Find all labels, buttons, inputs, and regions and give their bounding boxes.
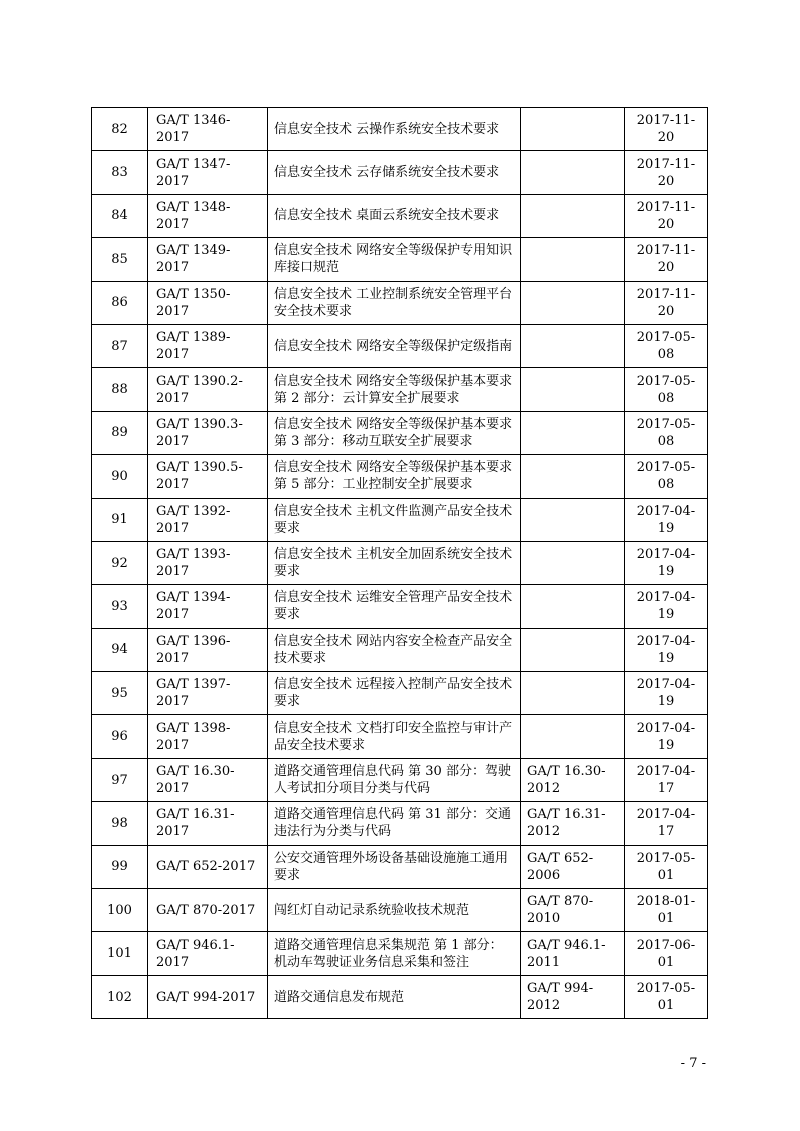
row-number: 95 [92,672,148,715]
standard-code: GA/T 1349-2017 [148,238,268,281]
implementation-date: 2017-11-20 [625,151,708,194]
standard-code: GA/T 1397-2017 [148,672,268,715]
implementation-date: 2017-04-19 [625,541,708,584]
standard-code: GA/T 1390.3-2017 [148,411,268,454]
table-row [92,845,708,888]
standard-code: GA/T 1350-2017 [148,281,268,324]
replaced-standard: GA/T 16.31-2012 [521,802,625,845]
standard-code: GA/T 1347-2017 [148,151,268,194]
table-row [92,802,708,845]
row-number: 101 [92,932,148,975]
implementation-date: 2017-04-19 [625,715,708,758]
standard-code: GA/T 946.1-2017 [148,932,268,975]
page-number: - 7 - [680,1056,706,1071]
implementation-date: 2018-01-01 [625,889,708,932]
replaced-standard [521,324,625,367]
replaced-standard [521,455,625,498]
row-number: 100 [92,889,148,932]
implementation-date: 2017-05-08 [625,411,708,454]
row-number: 93 [92,585,148,628]
table-row [92,194,708,237]
row-number: 91 [92,498,148,541]
implementation-date: 2017-04-19 [625,628,708,671]
implementation-date: 2017-04-17 [625,802,708,845]
table-row [92,238,708,281]
row-number: 90 [92,455,148,498]
row-number: 94 [92,628,148,671]
standard-name: 信息安全技术 桌面云系统安全技术要求 [268,194,521,237]
replaced-standard [521,585,625,628]
replaced-standard: GA/T 870-2010 [521,889,625,932]
standard-name: 信息安全技术 云存储系统安全技术要求 [268,151,521,194]
standard-name: 信息安全技术 远程接入控制产品安全技术要求 [268,672,521,715]
implementation-date: 2017-06-01 [625,932,708,975]
standard-name: 信息安全技术 网络安全等级保护基本要求 第 3 部分：移动互联安全扩展要求 [268,411,521,454]
standard-name: 信息安全技术 网络安全等级保护定级指南 [268,324,521,367]
table-row [92,455,708,498]
standard-name: 公安交通管理外场设备基础设施施工通用要求 [268,845,521,888]
implementation-date: 2017-05-08 [625,324,708,367]
table-row [92,541,708,584]
implementation-date: 2017-11-20 [625,281,708,324]
standard-name: 信息安全技术 网站内容安全检查产品安全技术要求 [268,628,521,671]
table-row [92,368,708,411]
implementation-date: 2017-05-08 [625,368,708,411]
row-number: 96 [92,715,148,758]
implementation-date: 2017-04-19 [625,585,708,628]
row-number: 83 [92,151,148,194]
standard-name: 信息安全技术 文档打印安全监控与审计产品安全技术要求 [268,715,521,758]
row-number: 82 [92,108,148,151]
standard-name: 信息安全技术 工业控制系统安全管理平台安全技术要求 [268,281,521,324]
standards-table [91,107,708,1019]
table-row [92,715,708,758]
standard-name: 信息安全技术 网络安全等级保护专用知识库接口规范 [268,238,521,281]
replaced-standard [521,238,625,281]
implementation-date: 2017-05-01 [625,845,708,888]
implementation-date: 2017-11-20 [625,108,708,151]
row-number: 102 [92,975,148,1018]
replaced-standard [521,151,625,194]
standard-code: GA/T 16.30-2017 [148,758,268,801]
replaced-standard [521,411,625,454]
row-number: 89 [92,411,148,454]
standard-code: GA/T 16.31-2017 [148,802,268,845]
table-row [92,281,708,324]
standard-code: GA/T 1393-2017 [148,541,268,584]
replaced-standard [521,498,625,541]
standard-code: GA/T 1346-2017 [148,108,268,151]
replaced-standard [521,281,625,324]
standard-code: GA/T 1348-2017 [148,194,268,237]
table-row [92,889,708,932]
replaced-standard: GA/T 946.1-2011 [521,932,625,975]
standard-name: 信息安全技术 云操作系统安全技术要求 [268,108,521,151]
implementation-date: 2017-04-17 [625,758,708,801]
standard-name: 闯红灯自动记录系统验收技术规范 [268,889,521,932]
standard-name: 信息安全技术 运维安全管理产品安全技术要求 [268,585,521,628]
standard-name: 信息安全技术 主机文件监测产品安全技术要求 [268,498,521,541]
implementation-date: 2017-11-20 [625,194,708,237]
row-number: 99 [92,845,148,888]
table-row [92,585,708,628]
standard-code: GA/T 1390.2-2017 [148,368,268,411]
implementation-date: 2017-11-20 [625,238,708,281]
row-number: 98 [92,802,148,845]
table-row [92,975,708,1018]
table-row [92,108,708,151]
table-row [92,628,708,671]
standard-code: GA/T 1396-2017 [148,628,268,671]
replaced-standard [521,541,625,584]
implementation-date: 2017-05-01 [625,975,708,1018]
standard-code: GA/T 1392-2017 [148,498,268,541]
row-number: 97 [92,758,148,801]
replaced-standard [521,368,625,411]
standard-name: 道路交通信息发布规范 [268,975,521,1018]
standard-name: 道路交通管理信息代码 第 31 部分：交通违法行为分类与代码 [268,802,521,845]
table-row [92,498,708,541]
table-row [92,672,708,715]
standard-code: GA/T 652-2017 [148,845,268,888]
row-number: 84 [92,194,148,237]
replaced-standard [521,108,625,151]
replaced-standard: GA/T 16.30-2012 [521,758,625,801]
replaced-standard [521,628,625,671]
standard-name: 信息安全技术 网络安全等级保护基本要求 第 2 部分：云计算安全扩展要求 [268,368,521,411]
row-number: 92 [92,541,148,584]
replaced-standard: GA/T 652-2006 [521,845,625,888]
replaced-standard [521,194,625,237]
table-row [92,932,708,975]
table-row [92,758,708,801]
implementation-date: 2017-04-19 [625,672,708,715]
standards-table-body [92,108,708,1019]
standard-name: 信息安全技术 网络安全等级保护基本要求 第 5 部分：工业控制安全扩展要求 [268,455,521,498]
implementation-date: 2017-04-19 [625,498,708,541]
standard-name: 道路交通管理信息代码 第 30 部分：驾驶人考试扣分项目分类与代码 [268,758,521,801]
standard-code: GA/T 1390.5-2017 [148,455,268,498]
table-row [92,411,708,454]
row-number: 86 [92,281,148,324]
replaced-standard: GA/T 994-2012 [521,975,625,1018]
standard-code: GA/T 1398-2017 [148,715,268,758]
table-row [92,151,708,194]
replaced-standard [521,672,625,715]
standard-code: GA/T 994-2017 [148,975,268,1018]
row-number: 85 [92,238,148,281]
replaced-standard [521,715,625,758]
table-row [92,324,708,367]
standard-code: GA/T 1389-2017 [148,324,268,367]
row-number: 87 [92,324,148,367]
row-number: 88 [92,368,148,411]
standard-name: 道路交通管理信息采集规范 第 1 部分：机动车驾驶证业务信息采集和签注 [268,932,521,975]
implementation-date: 2017-05-08 [625,455,708,498]
standard-code: GA/T 870-2017 [148,889,268,932]
standard-name: 信息安全技术 主机安全加固系统安全技术要求 [268,541,521,584]
standard-code: GA/T 1394-2017 [148,585,268,628]
